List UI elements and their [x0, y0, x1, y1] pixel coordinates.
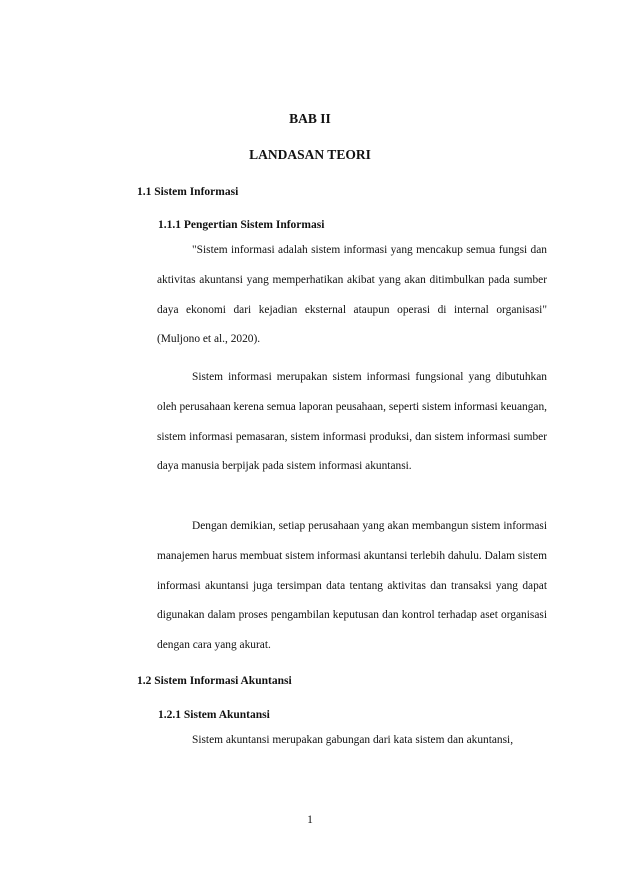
chapter-number: BAB II — [289, 111, 331, 126]
paragraph-management-system: Dengan demikian, setiap perusahaan yang akan membangun sistem informasi manajemen harus membuat sistem informasi akuntansi terlebih dahulu. Dalam sistem informasi akuntansi juga tersimpan data tentang aktivitas dan transaksi yang dapat digunakan dalam proses pengambilan keputusan dan kontrol terhadap aset organisasi dengan cara yang akurat. — [157, 520, 547, 652]
subsection-heading-1-1-1: 1.1.1 Pengertian Sistem Informasi — [158, 219, 325, 231]
paragraph-functional-system: Sistem informasi merupakan sistem informasi fungsional yang dibutuhkan oleh perusahaan kerena semua laporan peusahaan, seperti sistem informasi keuangan, sistem informasi pemasaran, sistem informasi produksi, dan sistem informasi sumber daya manusia berpijak pada sistem informasi akuntansi. — [157, 371, 547, 473]
paragraph-definition: "Sistem informasi adalah sistem informasi yang mencakup semua fungsi dan aktivitas akuntansi yang memperhatikan akibat yang akan ditimbulkan pada sumber daya ekonomi dari kejadian eksternal ataupun operasi di internal organisasi" (Muljono et al., 2020). — [157, 244, 547, 346]
chapter-title: LANDASAN TEORI — [249, 147, 371, 162]
page-number: 1 — [307, 814, 313, 826]
paragraph-accounting-system: Sistem akuntansi merupakan gabungan dari kata sistem dan akuntansi, — [192, 734, 514, 746]
subsection-heading-1-2-1: 1.2.1 Sistem Akuntansi — [158, 709, 270, 721]
section-heading-1-2: 1.2 Sistem Informasi Akuntansi — [137, 675, 292, 687]
section-heading-1-1: 1.1 Sistem Informasi — [137, 186, 239, 198]
